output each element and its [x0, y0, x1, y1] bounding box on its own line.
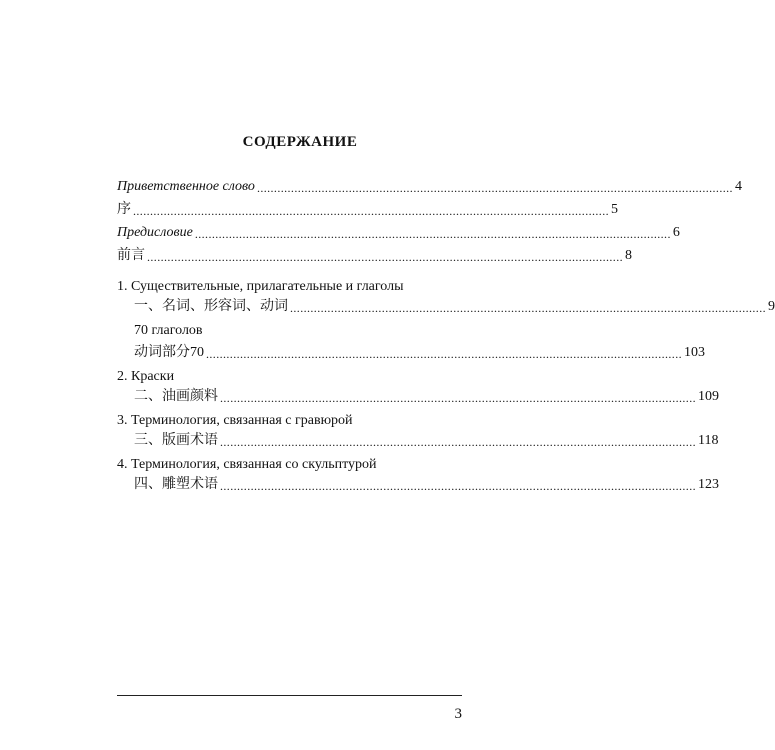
- toc-entry-page: 5: [611, 202, 618, 217]
- section-heading-3[interactable]: 3. Терминология, связанная с гравюрой: [117, 413, 353, 428]
- toc-entry-page: 8: [625, 248, 632, 263]
- toc-entry-welcome[interactable]: [117, 176, 742, 196]
- toc-entry-section-1[interactable]: [134, 296, 775, 316]
- dot-leader: ............................................................................................................................................: [147, 250, 623, 264]
- section-note-verbs: 70 глаголов: [134, 323, 203, 338]
- toc-entry-label: 前言: [117, 248, 145, 263]
- toc-entry-verbs[interactable]: [134, 342, 705, 362]
- toc-entry-label: 四、雕塑术语: [134, 477, 218, 492]
- page-number: 3: [454, 706, 462, 722]
- toc-entry-page: 123: [698, 477, 719, 492]
- dot-leader: ............................................................................................................................................: [290, 301, 766, 315]
- dot-leader: ............................................................................................................................................: [206, 347, 682, 361]
- toc-entry-page: 9: [768, 299, 775, 314]
- toc-entry-page: 6: [672, 225, 680, 240]
- toc-entry-label: Предисловие: [117, 225, 193, 240]
- toc-entry-section-2[interactable]: [134, 386, 719, 406]
- toc-entry-page: 103: [684, 345, 705, 360]
- toc-entry-preface[interactable]: [117, 222, 680, 242]
- toc-entry-section-3[interactable]: [134, 430, 719, 450]
- toc-entry-label: 序: [117, 202, 131, 217]
- toc-entry-label: 一、名词、形容词、动词: [134, 299, 288, 314]
- section-heading-4[interactable]: 4. Терминология, связанная со скульптурой: [117, 457, 377, 472]
- toc-entry-page: 118: [698, 433, 719, 448]
- toc-entry-label: 动词部分70: [134, 345, 204, 360]
- dot-leader: ............................................................................................................................................: [256, 181, 733, 195]
- dot-leader: ............................................................................................................................................: [194, 227, 671, 241]
- toc-entry-label: 三、版画术语: [134, 433, 218, 448]
- toc-entry-label: 二、油画颜料: [134, 389, 218, 404]
- page-title: СОДЕРЖАНИЕ: [242, 134, 358, 150]
- dot-leader: ............................................................................................................................................: [133, 204, 609, 218]
- footer-divider: [117, 695, 462, 696]
- section-heading-1[interactable]: 1. Существительные, прилагательные и глаголы: [117, 279, 404, 294]
- toc-entry-label: Приветственное слово: [117, 179, 255, 194]
- toc-entry-xu[interactable]: [117, 199, 618, 219]
- dot-leader: ............................................................................................................................................: [220, 435, 696, 449]
- toc-entry-page: 4: [734, 179, 742, 194]
- toc-entry-qianyan[interactable]: [117, 245, 632, 265]
- toc-entry-page: 109: [698, 389, 719, 404]
- toc-entry-section-4[interactable]: [134, 474, 719, 494]
- dot-leader: ............................................................................................................................................: [220, 391, 696, 405]
- dot-leader: ............................................................................................................................................: [220, 479, 696, 493]
- section-heading-2[interactable]: 2. Краски: [117, 369, 175, 384]
